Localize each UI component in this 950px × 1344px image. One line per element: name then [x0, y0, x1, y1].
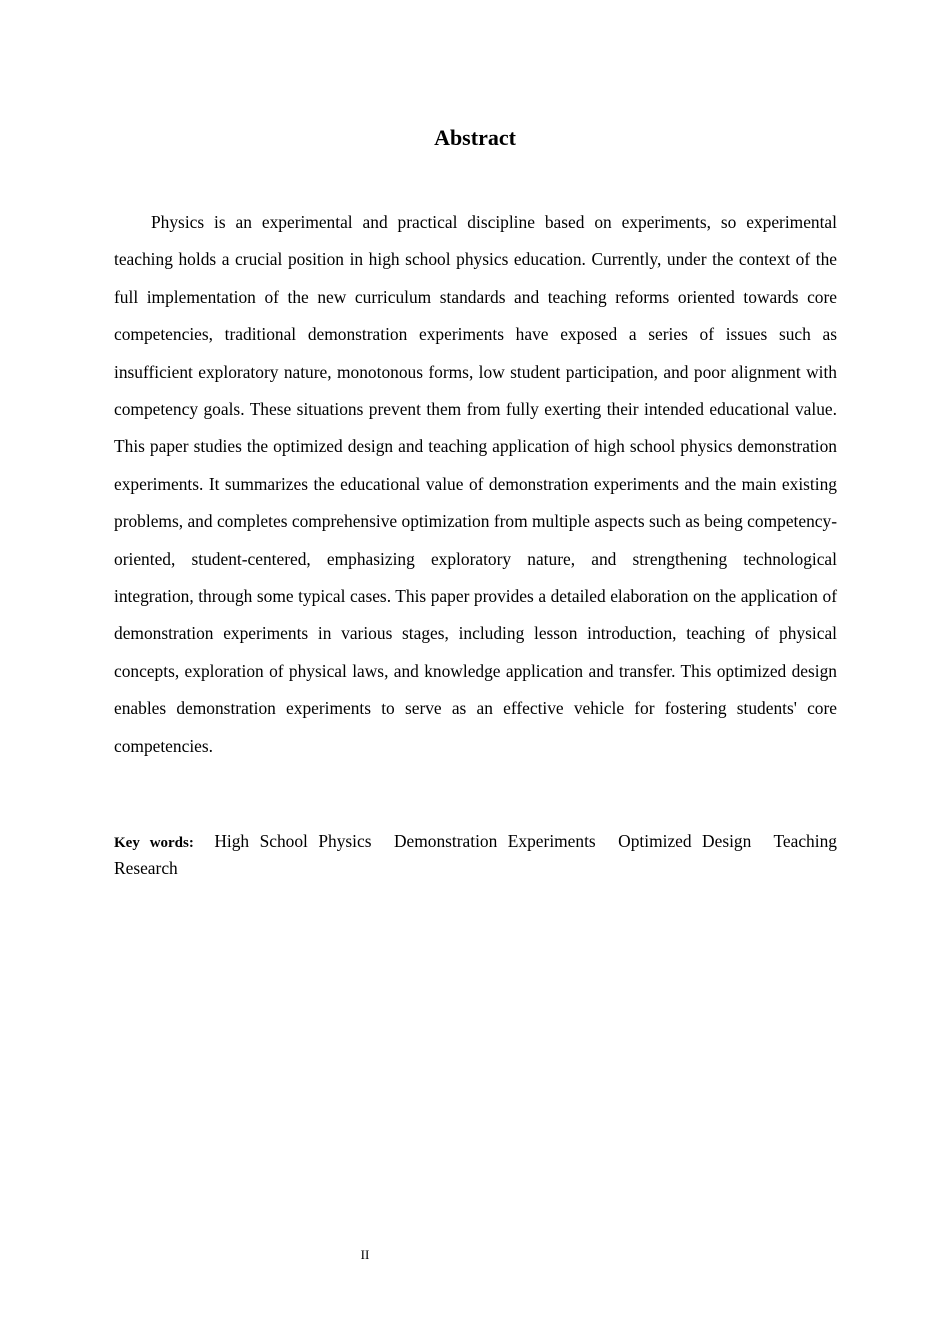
keyword-item: Demonstration Experiments [393, 831, 596, 851]
page-number: II [360, 1247, 370, 1262]
keyword-item: Teaching Research [114, 831, 837, 878]
keywords-label: Key words: [114, 835, 194, 851]
abstract-body: Physics is an experimental and practical discipline based on experiments, so experimental teaching holds a crucial position in high school physics education. Currently, under the context of the full implementation of the new curriculum standards and teaching reforms oriented towards core competencies, traditional demonstration experiments have exposed a series of issues such as insufficient exploratory nature, monotonous forms, low student participation, and poor alignment with competency goals. These situations prevent them from fully exerting their intended educational value. This paper studies the optimized design and teaching application of high school physics demonstration experiments. It summarizes the educational value of demonstration experiments and the main existing problems, and completes comprehensive optimization from multiple aspects such as being competency-oriented, student-centered, emphasizing exploratory nature, and strengthening technological integration, through some typical cases. This paper provides a detailed elaboration on the application of demonstration experiments in various stages, including lesson introduction, teaching of physical concepts, exploration of physical laws, and knowledge application and transfer. This optimized design enables demonstration experiments to serve as an effective vehicle for fostering students' core competencies. [114, 212, 837, 756]
keywords-section [114, 829, 837, 881]
page-title: Abstract [434, 125, 516, 150]
keyword-item: Optimized Design [618, 831, 752, 851]
keyword-item: High School Physics [214, 831, 372, 851]
